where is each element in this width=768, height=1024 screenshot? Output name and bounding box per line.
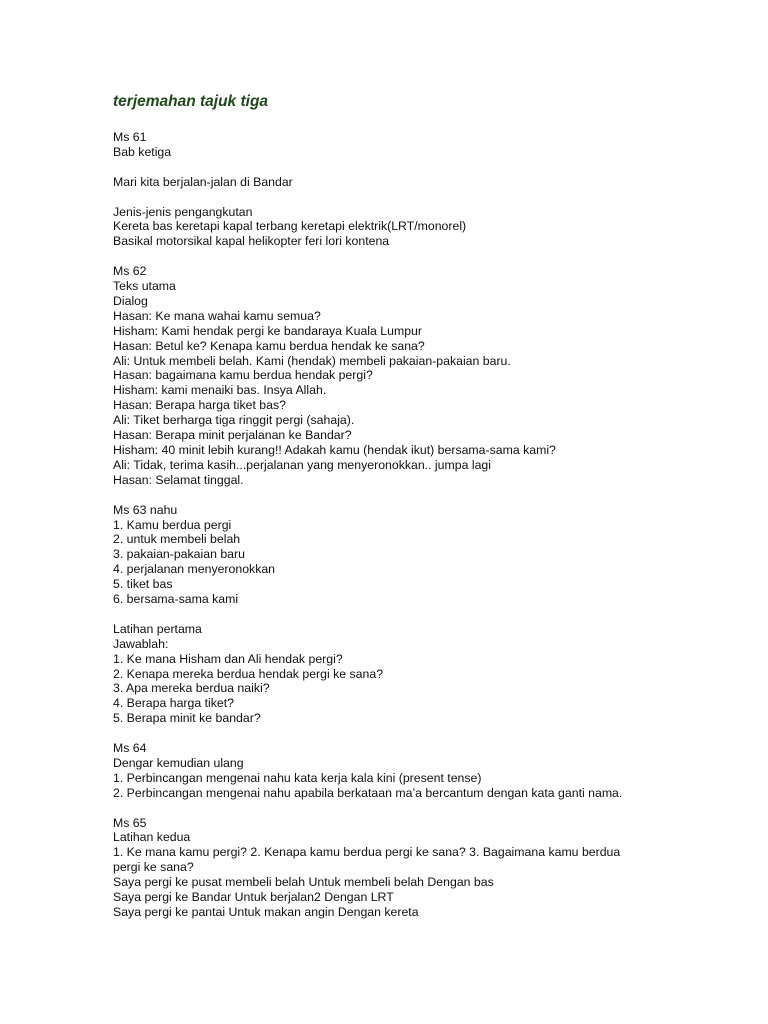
section-pengangkutan <box>113 205 673 250</box>
text-line: Dialog <box>113 293 148 308</box>
section-ms62-dialog <box>113 264 673 488</box>
list-item: 1. Ke mana Hisham dan Ali hendak pergi? <box>113 651 343 666</box>
text-line: Ms 65 <box>113 815 147 830</box>
section-ms64 <box>113 741 673 801</box>
dialog-line: Hasan: Ke mana wahai kamu semua? <box>113 308 321 323</box>
text-line: Ms 64 <box>113 741 147 756</box>
list-item: 1. Kamu berdua pergi <box>113 517 232 532</box>
list-item: 2. Kenapa mereka berdua hendak pergi ke sana? <box>113 666 384 681</box>
text-line: Bab ketiga <box>113 144 172 159</box>
list-item: 4. Berapa harga tiket? <box>113 696 234 711</box>
text-line: Kereta bas keretapi kapal terbang keretapi elektrik(LRT/monorel) <box>113 219 467 234</box>
section-latihan-pertama <box>113 622 673 726</box>
text-line: Latihan pertama <box>113 621 202 636</box>
text-line: Ms 63 nahu <box>113 502 178 517</box>
dialog-line: Hisham: Kami hendak pergi ke bandaraya Kuala Lumpur <box>113 323 422 338</box>
dialog-line: Ali: Tidak, terima kasih...perjalanan yang menyeronokkan.. jumpa lagi <box>113 457 491 472</box>
text-line: Latihan kedua <box>113 830 191 845</box>
dialog-line: Ali: Untuk membeli belah. Kami (hendak) membeli pakaian-pakaian baru. <box>113 353 511 368</box>
list-item: 2. untuk membeli belah <box>113 532 241 547</box>
list-item: 5. Berapa minit ke bandar? <box>113 711 261 726</box>
section-ms63-nahu <box>113 503 673 607</box>
list-item: 3. Apa mereka berdua naiki? <box>113 681 270 696</box>
document-title: terjemahan tajuk tiga <box>113 93 269 110</box>
list-item: 4. perjalanan menyeronokkan <box>113 562 276 577</box>
list-item: 2. Perbincangan mengenai nahu apabila berkataan ma’a bercantum dengan kata ganti nama. <box>113 785 623 800</box>
list-item: 6. bersama-sama kami <box>113 592 239 607</box>
text-line: Saya pergi ke pusat membeli belah Untuk membeli belah Dengan bas <box>113 875 494 890</box>
text-line: Dengar kemudian ulang <box>113 755 244 770</box>
text-line: 1. Ke mana kamu pergi? 2. Kenapa kamu berdua pergi ke sana? 3. Bagaimana kamu berdua pergi ke sana? <box>113 845 621 875</box>
section-heading-bandar <box>113 175 673 190</box>
dialog-line: Hasan: Betul ke? Kenapa kamu berdua hendak ke sana? <box>113 338 425 353</box>
list-item: 3. pakaian-pakaian baru <box>113 547 245 562</box>
dialog-line: Hisham: kami menaiki bas. Insya Allah. <box>113 383 327 398</box>
dialog-line: Hasan: Berapa harga tiket bas? <box>113 398 286 413</box>
text-line: Ms 62 <box>113 264 147 279</box>
dialog-line: Hasan: Berapa minit perjalanan ke Bandar? <box>113 428 352 443</box>
text-line: Teks utama <box>113 279 176 294</box>
text-line: Mari kita berjalan-jalan di Bandar <box>113 174 293 189</box>
text-line: Jenis-jenis pengangkutan <box>113 204 253 219</box>
section-ms61 <box>113 130 673 160</box>
document-body <box>113 92 673 935</box>
section-ms65 <box>113 816 673 920</box>
text-line: Saya pergi ke pantai Untuk makan angin Dengan kereta <box>113 905 419 920</box>
text-line: Ms 61 <box>113 130 147 144</box>
dialog-line: Ali: Tiket berharga tiga ringgit pergi (sahaja). <box>113 413 355 428</box>
text-line: Jawablah: <box>113 636 169 651</box>
list-item: 5. tiket bas <box>113 577 173 592</box>
dialog-line: Hisham: 40 minit lebih kurang!! Adakah kamu (hendak ikut) bersama-sama kami? <box>113 442 556 457</box>
list-item: 1. Perbincangan mengenai nahu kata kerja kala kini (present tense) <box>113 770 482 785</box>
dialog-line: Hasan: bagaimana kamu berdua hendak pergi? <box>113 368 373 383</box>
dialog-line: Hasan: Selamat tinggal. <box>113 472 244 487</box>
text-line: Saya pergi ke Bandar Untuk berjalan2 Dengan LRT <box>113 890 394 905</box>
text-line: Basikal motorsikal kapal helikopter feri lori kontena <box>113 234 390 249</box>
